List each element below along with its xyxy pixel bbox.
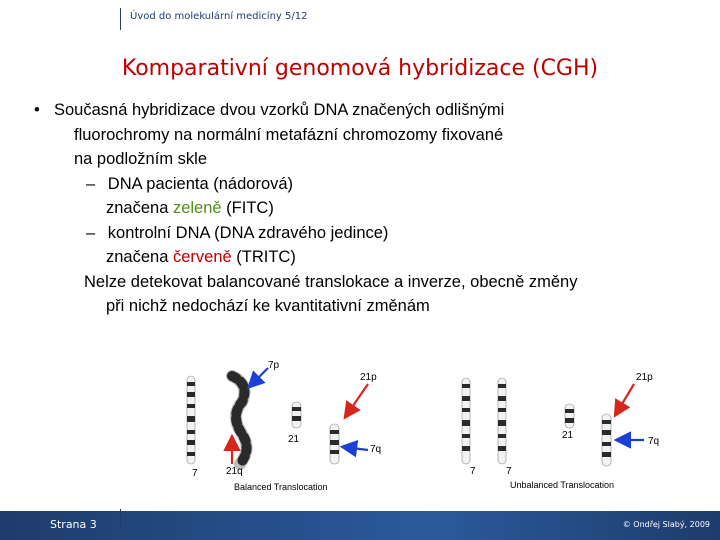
green-word: zeleně bbox=[172, 199, 222, 217]
sub-bullet-2 bbox=[36, 221, 706, 246]
main-bullet bbox=[36, 98, 706, 123]
bullet-line-2: fluorochromy na normální metafázní chromozomy fixované bbox=[74, 125, 504, 144]
chromosome-7b-unbalanced bbox=[498, 378, 506, 464]
label-7a-unbalanced: 7 bbox=[470, 466, 476, 477]
bullet-line-1: Současná hybridizace dvou vzorků DNA značených odlišnými bbox=[54, 101, 505, 119]
chromosome-21-balanced bbox=[292, 402, 301, 428]
sub-bullet-1 bbox=[36, 172, 706, 197]
copyright: © Ondřej Slabý, 2009 bbox=[622, 520, 710, 529]
note-line-1: Nelze detekovat balancované translokace a inverze, obecně změny bbox=[84, 272, 578, 291]
note-line-2-row bbox=[36, 294, 706, 319]
course-title: Úvod do molekulární medicíny 5/12 bbox=[130, 11, 308, 22]
sub-bullet-1-line-2 bbox=[36, 196, 706, 221]
label-7q-unbalanced: 7q bbox=[648, 436, 660, 447]
label-prefix: značena bbox=[106, 199, 173, 217]
chromosome-7a-unbalanced bbox=[462, 378, 470, 464]
chromosome-der21-balanced bbox=[330, 424, 339, 464]
label-21p-unbalanced: 21p bbox=[636, 372, 653, 383]
label-7-balanced: 7 bbox=[192, 468, 198, 479]
chromosome-7-left bbox=[187, 376, 195, 464]
red-word: červeně bbox=[172, 248, 232, 266]
slide-title: Komparativní genomová hybridizace (CGH) bbox=[121, 56, 599, 81]
bullet-line-2-row bbox=[36, 123, 706, 148]
label-7p-balanced: 7p bbox=[268, 360, 280, 371]
arrow-7q-balanced bbox=[344, 447, 368, 450]
label-21-balanced: 21 bbox=[288, 434, 300, 445]
sub-bullet-2-line-2 bbox=[36, 245, 706, 270]
dash-marker: – bbox=[86, 223, 96, 242]
page-number: Strana 3 bbox=[50, 518, 97, 531]
bullet-line-3-row bbox=[36, 147, 706, 172]
label-prefix: značena bbox=[106, 248, 173, 266]
arrow-21p-unbalanced bbox=[616, 384, 634, 414]
sub-bullet-1-line-1: DNA pacienta (nádorová) bbox=[107, 174, 294, 193]
bullet-line-3: na podložním skle bbox=[74, 150, 207, 168]
chromosome-diagram bbox=[170, 354, 680, 496]
note-line-2: při nichž nedochází ke kvantitativní změnám bbox=[106, 297, 430, 315]
bullet-marker: • bbox=[34, 101, 40, 119]
label-21-unbalanced: 21 bbox=[562, 430, 574, 441]
arrow-21p-balanced bbox=[346, 384, 368, 416]
dash-marker: – bbox=[86, 174, 96, 193]
translocation-figure bbox=[170, 354, 680, 496]
chromosome-der-balanced bbox=[232, 376, 247, 464]
footer-bar bbox=[0, 511, 720, 540]
fitc-label: (FITC) bbox=[221, 199, 274, 217]
chromosome-21-unbalanced bbox=[565, 404, 574, 428]
caption-balanced: Balanced Translocation bbox=[234, 482, 328, 492]
caption-unbalanced: Unbalanced Translocation bbox=[510, 480, 615, 490]
sub-bullet-2-line-1: kontrolní DNA (DNA zdravého jedince) bbox=[107, 223, 389, 242]
footer-divider bbox=[120, 509, 121, 529]
label-7b-unbalanced: 7 bbox=[506, 466, 512, 477]
slide-body bbox=[36, 98, 706, 319]
label-21q-balanced: 21q bbox=[226, 466, 243, 477]
arrow-7p-balanced bbox=[250, 368, 268, 386]
chromosome-der21-unbalanced bbox=[602, 414, 611, 466]
label-7q-balanced: 7q bbox=[370, 444, 382, 455]
tritc-label: (TRITC) bbox=[231, 248, 296, 266]
header-divider bbox=[120, 8, 121, 30]
note-line-1-row bbox=[36, 270, 706, 295]
label-21p-balanced: 21p bbox=[360, 372, 377, 383]
